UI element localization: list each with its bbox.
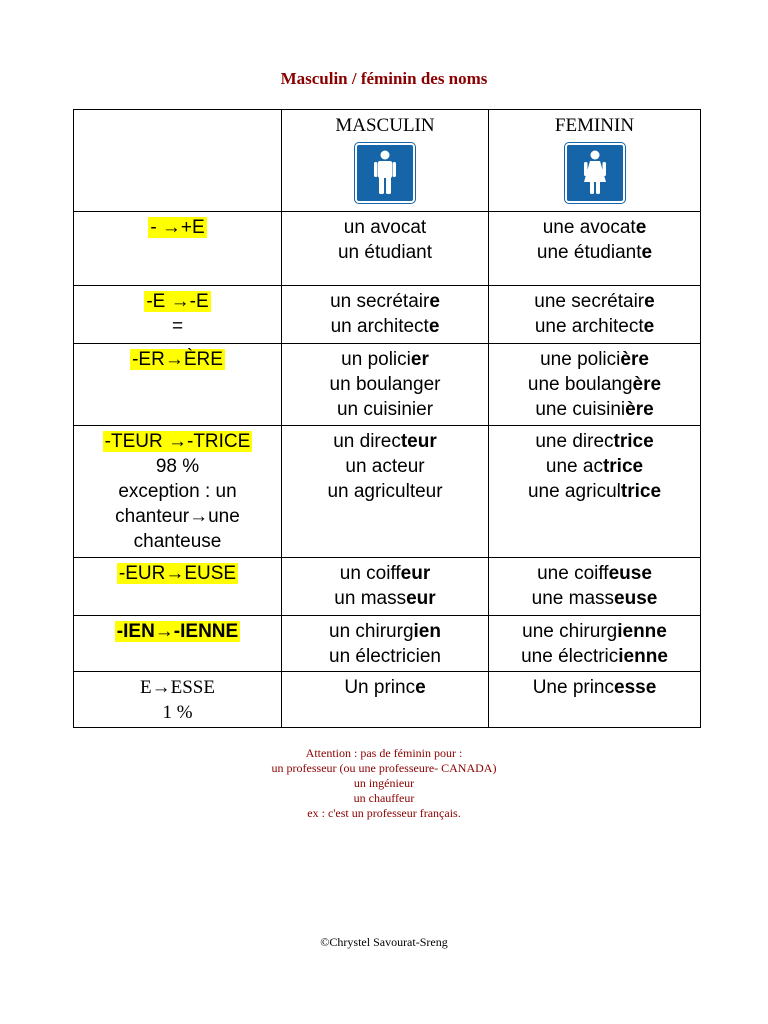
noun-ending: trice: [602, 456, 644, 477]
noun-ending: e: [429, 291, 440, 312]
rule-cell: [74, 672, 282, 728]
woman-pictogram-icon: [565, 143, 625, 203]
feminin-cell: [489, 212, 701, 286]
notes-block: [0, 746, 768, 821]
noun-stem: une agricul: [527, 481, 621, 502]
masculin-noun: [284, 314, 486, 339]
noun-stem: un direc: [333, 431, 401, 452]
feminin-noun: [491, 314, 698, 339]
noun-ending: teur: [400, 431, 437, 452]
masculin-noun: [284, 240, 486, 265]
noun-stem: un agriculteur: [327, 481, 443, 502]
rule-row: [74, 286, 701, 344]
note-line: Attention : pas de féminin pour :: [305, 746, 463, 760]
feminin-cell: [489, 426, 701, 558]
note-line: ex : c'est un professeur français.: [307, 806, 461, 820]
noun-stem: une ac: [545, 456, 603, 477]
rule-cell: [74, 616, 282, 672]
noun-ending: trice: [613, 431, 654, 452]
rule-label: -IEN→-IENNE: [116, 621, 239, 642]
noun-ending: esse: [614, 677, 657, 698]
noun-ending: ère: [625, 399, 654, 420]
header-empty-cell: [74, 110, 282, 212]
noun-ending: eur: [400, 563, 431, 584]
noun-stem: un secrétair: [330, 291, 430, 312]
rule-cell: [74, 558, 282, 616]
noun-ending: ienne: [618, 646, 668, 667]
feminin-noun: [491, 240, 698, 265]
feminin-cell: [489, 286, 701, 344]
feminin-noun: [491, 644, 698, 669]
page-title: Masculin / féminin des noms: [280, 69, 488, 88]
noun-stem: une chirurg: [522, 621, 618, 642]
header-masculin-cell: [282, 110, 489, 212]
noun-ending: e: [644, 291, 655, 312]
noun-ending: e: [415, 677, 426, 698]
noun-stem: un étudiant: [337, 242, 433, 263]
noun-stem: une étudiant: [536, 242, 642, 263]
masculin-cell: [282, 286, 489, 344]
rule-label: - →+E: [150, 217, 205, 238]
feminin-noun: [491, 289, 698, 314]
noun-stem: un polici: [341, 349, 411, 370]
masculin-cell: [282, 616, 489, 672]
rule-cell: [74, 286, 282, 344]
masculin-noun: [284, 479, 486, 504]
noun-stem: un mass: [334, 588, 407, 609]
note-line: un chauffeur: [353, 791, 415, 805]
gender-table: [73, 109, 701, 728]
feminin-noun: [491, 215, 698, 240]
feminin-noun: [491, 429, 698, 454]
noun-ending: euse: [614, 588, 658, 609]
rule-note: =: [171, 316, 184, 337]
rule-row: [74, 426, 701, 558]
masculin-noun: [284, 586, 486, 611]
noun-ending: e: [641, 242, 653, 263]
rule-note: chanteur→une: [115, 506, 240, 527]
noun-stem: un avocat: [343, 217, 427, 238]
feminin-cell: [489, 558, 701, 616]
rule-note: 1 %: [162, 702, 193, 723]
noun-stem: un électricien: [329, 646, 441, 667]
noun-stem: un chirurg: [329, 621, 414, 642]
noun-stem: Un princ: [344, 677, 416, 698]
rule-label: -TEUR →-TRICE: [104, 431, 251, 452]
masculin-cell: [282, 558, 489, 616]
rule-label: -E →-E: [146, 291, 209, 312]
note-line: un professeur (ou une professeure- CANADA): [271, 761, 497, 775]
rule-label: -ER→ÈRE: [132, 349, 223, 370]
noun-stem: un boulanger: [329, 374, 441, 395]
noun-stem: Une princ: [532, 677, 615, 698]
masculin-cell: [282, 212, 489, 286]
header-feminin-label: FEMININ: [554, 115, 635, 136]
feminin-noun: [491, 561, 698, 586]
feminin-noun: [491, 347, 698, 372]
masculin-noun: [284, 215, 486, 240]
note-line: un ingénieur: [353, 776, 415, 790]
rule-note: 98 %: [155, 456, 200, 477]
feminin-noun: [491, 586, 698, 611]
noun-stem: un cuisinier: [336, 399, 434, 420]
rule-note: chanteuse: [133, 531, 222, 552]
noun-stem: une cuisini: [535, 399, 626, 420]
noun-stem: une avocat: [542, 217, 636, 238]
masculin-noun: [284, 372, 486, 397]
rule-cell: [74, 426, 282, 558]
noun-stem: un architect: [330, 316, 429, 337]
noun-ending: e: [428, 316, 440, 337]
feminin-noun: [491, 397, 698, 422]
noun-stem: une coiff: [537, 563, 609, 584]
noun-stem: un acteur: [345, 456, 425, 477]
masculin-cell: [282, 426, 489, 558]
noun-stem: une polici: [540, 349, 621, 370]
masculin-cell: [282, 344, 489, 426]
noun-stem: un coiff: [339, 563, 401, 584]
rule-row: [74, 558, 701, 616]
noun-ending: eur: [406, 588, 436, 609]
noun-ending: ère: [632, 374, 662, 395]
feminin-noun: [491, 619, 698, 644]
noun-stem: une électric: [521, 646, 619, 667]
masculin-noun: [284, 397, 486, 422]
masculin-noun: [284, 644, 486, 669]
noun-stem: une architect: [534, 316, 644, 337]
feminin-cell: [489, 672, 701, 728]
noun-stem: une secrétair: [534, 291, 645, 312]
feminin-noun: [491, 372, 698, 397]
masculin-noun: [284, 289, 486, 314]
rule-label: -EUR→EUSE: [118, 563, 237, 584]
noun-stem: une mass: [531, 588, 615, 609]
rule-label: E→ESSE: [140, 677, 215, 698]
noun-ending: euse: [608, 563, 652, 584]
masculin-noun: [284, 347, 486, 372]
header-feminin-cell: [489, 110, 701, 212]
noun-stem: une direc: [535, 431, 614, 452]
noun-ending: ère: [620, 349, 649, 370]
feminin-cell: [489, 616, 701, 672]
rule-cell: [74, 212, 282, 286]
rule-row: [74, 344, 701, 426]
masculin-noun: [284, 675, 486, 700]
header-row: [74, 110, 701, 212]
rule-row: [74, 616, 701, 672]
copyright: ©Chrystel Savourat-Sreng: [320, 935, 448, 949]
masculin-noun: [284, 454, 486, 479]
noun-ending: er: [410, 349, 429, 370]
masculin-cell: [282, 672, 489, 728]
rule-note: exception : un: [118, 481, 237, 502]
noun-ending: ien: [413, 621, 441, 642]
feminin-cell: [489, 344, 701, 426]
masculin-noun: [284, 429, 486, 454]
masculin-noun: [284, 619, 486, 644]
rule-row: [74, 212, 701, 286]
noun-ending: e: [643, 316, 655, 337]
feminin-noun: [491, 454, 698, 479]
header-masculin-label: MASCULIN: [335, 115, 435, 136]
rule-cell: [74, 344, 282, 426]
noun-ending: trice: [620, 481, 662, 502]
feminin-noun: [491, 675, 698, 700]
masculin-noun: [284, 561, 486, 586]
man-pictogram-icon: [355, 143, 415, 203]
noun-stem: une boulang: [527, 374, 633, 395]
noun-ending: ienne: [617, 621, 667, 642]
noun-ending: e: [635, 217, 647, 238]
rule-row: [74, 672, 701, 728]
feminin-noun: [491, 479, 698, 504]
